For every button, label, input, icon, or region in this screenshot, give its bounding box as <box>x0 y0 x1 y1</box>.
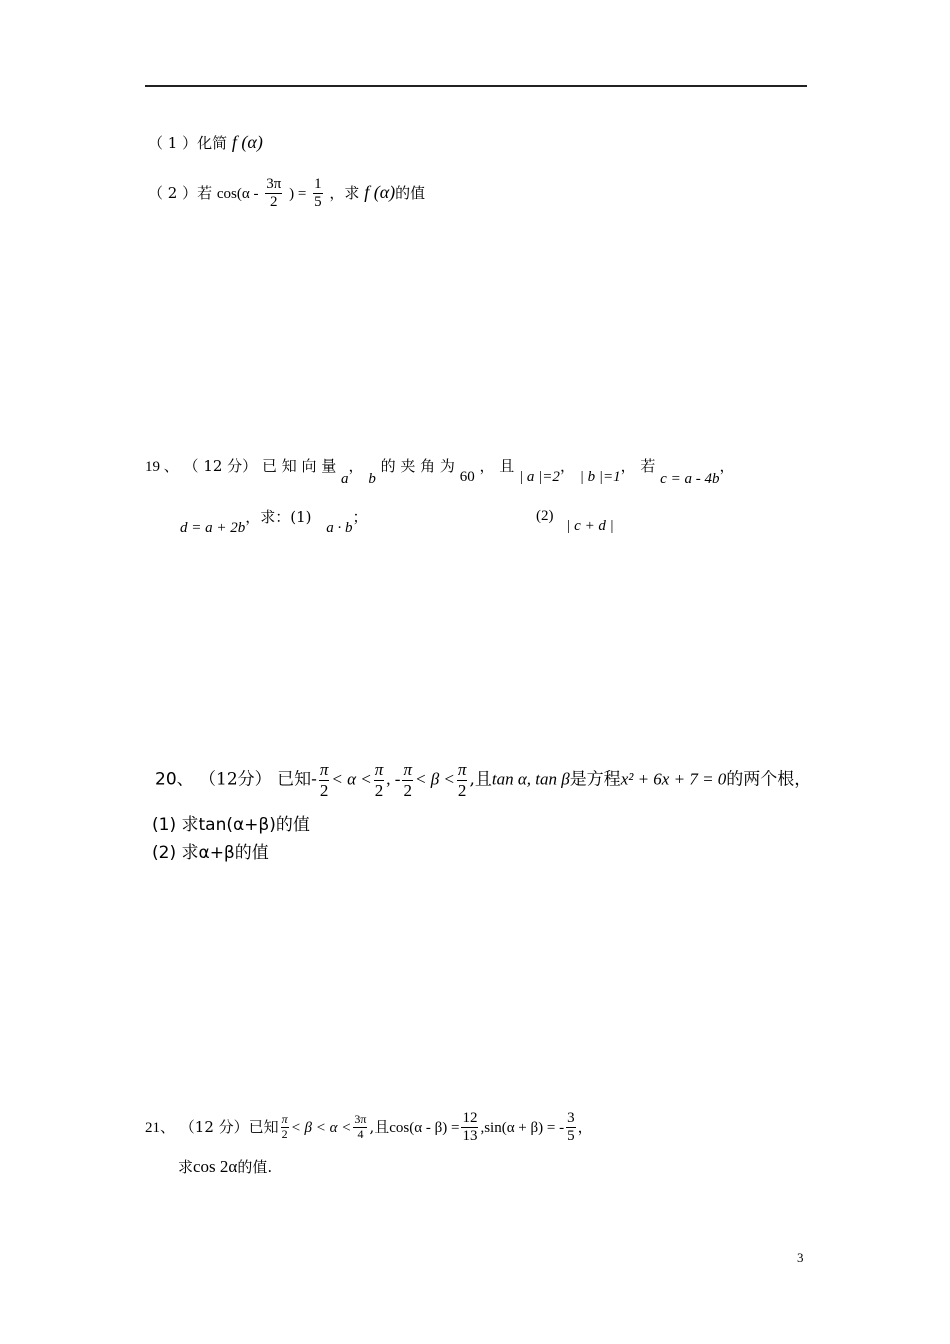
q21-frac2-num: 3π <box>354 1112 367 1127</box>
q20-pi-c: π <box>403 760 412 779</box>
q18-part2-expr: f (α) <box>364 181 396 202</box>
q20-tans: tan α, tan β <box>491 769 570 789</box>
q20-pi-a: π <box>319 760 329 779</box>
q21-frac-3-5 <box>566 1110 576 1146</box>
q21-score: （12 分） <box>179 1117 249 1136</box>
q18-frac-den: 2 <box>270 194 278 211</box>
q20-beta-ineq: < β < <box>414 769 455 789</box>
q19-text-1: 已 知 向 量 <box>261 457 337 475</box>
q21-line2 <box>178 1156 272 1177</box>
q20-text-3: 是方程 <box>569 769 621 790</box>
q21-frac-12-13 <box>461 1110 478 1146</box>
q21-ask: 求 <box>178 1158 194 1176</box>
q19-expr1: a · b <box>326 520 353 536</box>
q18-equals: ) = <box>289 185 307 202</box>
q21-v2-den: 5 <box>567 1128 575 1145</box>
q20-pi-b: π <box>374 760 384 779</box>
q21-tail: 的值. <box>237 1158 273 1176</box>
q20-frac-c <box>402 760 413 800</box>
q19-line2 <box>180 506 368 536</box>
q21-target: cos 2α <box>193 1157 238 1176</box>
q21-end-comma: ， <box>577 1117 593 1136</box>
q20-text-1: 已知- <box>277 769 317 790</box>
q20-two-b: 2 <box>374 780 384 800</box>
q18-tail: 的值 <box>395 183 426 202</box>
q20-score: （12分） <box>199 769 272 790</box>
q18-fraction-1-5 <box>313 176 323 212</box>
q20-pi-d: π <box>457 760 467 779</box>
q21-line1 <box>145 1110 593 1146</box>
q21-ineq: < β < α < <box>290 1119 352 1136</box>
q20-frac-d <box>457 760 468 800</box>
q19-ask: ，求：(1) <box>245 508 312 526</box>
q21-pi: π <box>281 1112 288 1127</box>
q18-val-num: 1 <box>313 176 323 194</box>
q21-v1-den: 13 <box>462 1128 478 1145</box>
header-rule <box>145 85 807 87</box>
q19-semicolon: ； <box>352 508 368 526</box>
q21-cos-expr: cos(α - β) = <box>389 1119 460 1136</box>
q20-alpha-ineq: < α < <box>331 769 372 789</box>
q20-frac-b <box>374 760 385 800</box>
q19-text-4: 若 <box>640 457 656 475</box>
q19-text-3: ， 且 <box>479 457 515 475</box>
q19-vector-b: b <box>368 471 376 487</box>
q21-two: 2 <box>281 1127 288 1142</box>
q20-two-a: 2 <box>319 780 329 800</box>
q21-number: 21、 <box>145 1119 176 1136</box>
q21-frac-pi-2 <box>281 1113 289 1142</box>
q18-text: ，求 <box>329 183 360 202</box>
q19-number: 19 、 <box>145 459 179 475</box>
q19-abs-b: | b |=1 <box>579 469 621 485</box>
q20-text-4: 的两个根， <box>726 769 812 790</box>
q19-part2 <box>536 506 614 534</box>
q20-frac-a <box>319 760 330 800</box>
q19-angle: 60 <box>459 469 475 485</box>
q20-equation: x² + 6x + 7 = 0 <box>620 769 727 789</box>
q20-line1 <box>155 760 811 800</box>
q18-val-den: 5 <box>314 194 322 211</box>
q18-cos-expr: cos(α - <box>216 185 259 202</box>
q19-c-def: c = a - 4b <box>660 471 720 487</box>
q18-part2 <box>148 176 425 212</box>
q18-part1-label: （ 1 ）化简 <box>148 134 228 152</box>
q18-fraction-3pi-2 <box>265 176 282 212</box>
q21-text-2: ,且 <box>369 1117 390 1136</box>
q19-expr2: | c + d | <box>566 518 614 534</box>
q18-part1 <box>148 132 263 153</box>
q21-text-1: 已知 <box>248 1117 279 1136</box>
q19-part2-label: (2) <box>536 508 554 524</box>
q20-sep: , - <box>386 769 401 789</box>
q21-frac-3pi-4 <box>353 1113 367 1142</box>
q19-abs-a: | a |=2 <box>519 469 560 485</box>
q18-frac-num: 3π <box>265 176 282 194</box>
q20-number: 20、 <box>155 769 194 790</box>
q18-part1-expr: f (α) <box>231 132 263 152</box>
q19-comma: ， <box>348 457 364 475</box>
q19-text-2: 的 夹 角 为 <box>380 457 455 475</box>
q20-part2: (2) 求α+β的值 <box>152 843 269 863</box>
q20-part1: (1) 求tan(α+β)的值 <box>152 815 310 835</box>
q21-frac2-den: 4 <box>357 1127 364 1142</box>
q19-score: （ 12 分） <box>183 457 258 475</box>
page-number: 3 <box>797 1250 804 1265</box>
q21-v2-num: 3 <box>566 1110 576 1128</box>
q21-sin-expr: ,sin(α + β) = - <box>480 1119 565 1136</box>
q21-v1-num: 12 <box>461 1110 478 1128</box>
q18-part2-label: （ 2 ）若 <box>148 183 213 202</box>
q20-two-c: 2 <box>403 780 412 800</box>
q19-vector-a: a <box>341 471 349 487</box>
q19-line1: 19 、 （ 12 分） 已 知 向 量 a， b 的 夹 角 为 60 ， 且 | a |=2， | b |=1， 若 c = a - 4b， <box>145 457 735 487</box>
q20-two-d: 2 <box>457 780 467 800</box>
q20-text-2: ,且 <box>469 769 492 790</box>
q19-d-def: d = a + 2b <box>180 520 246 536</box>
